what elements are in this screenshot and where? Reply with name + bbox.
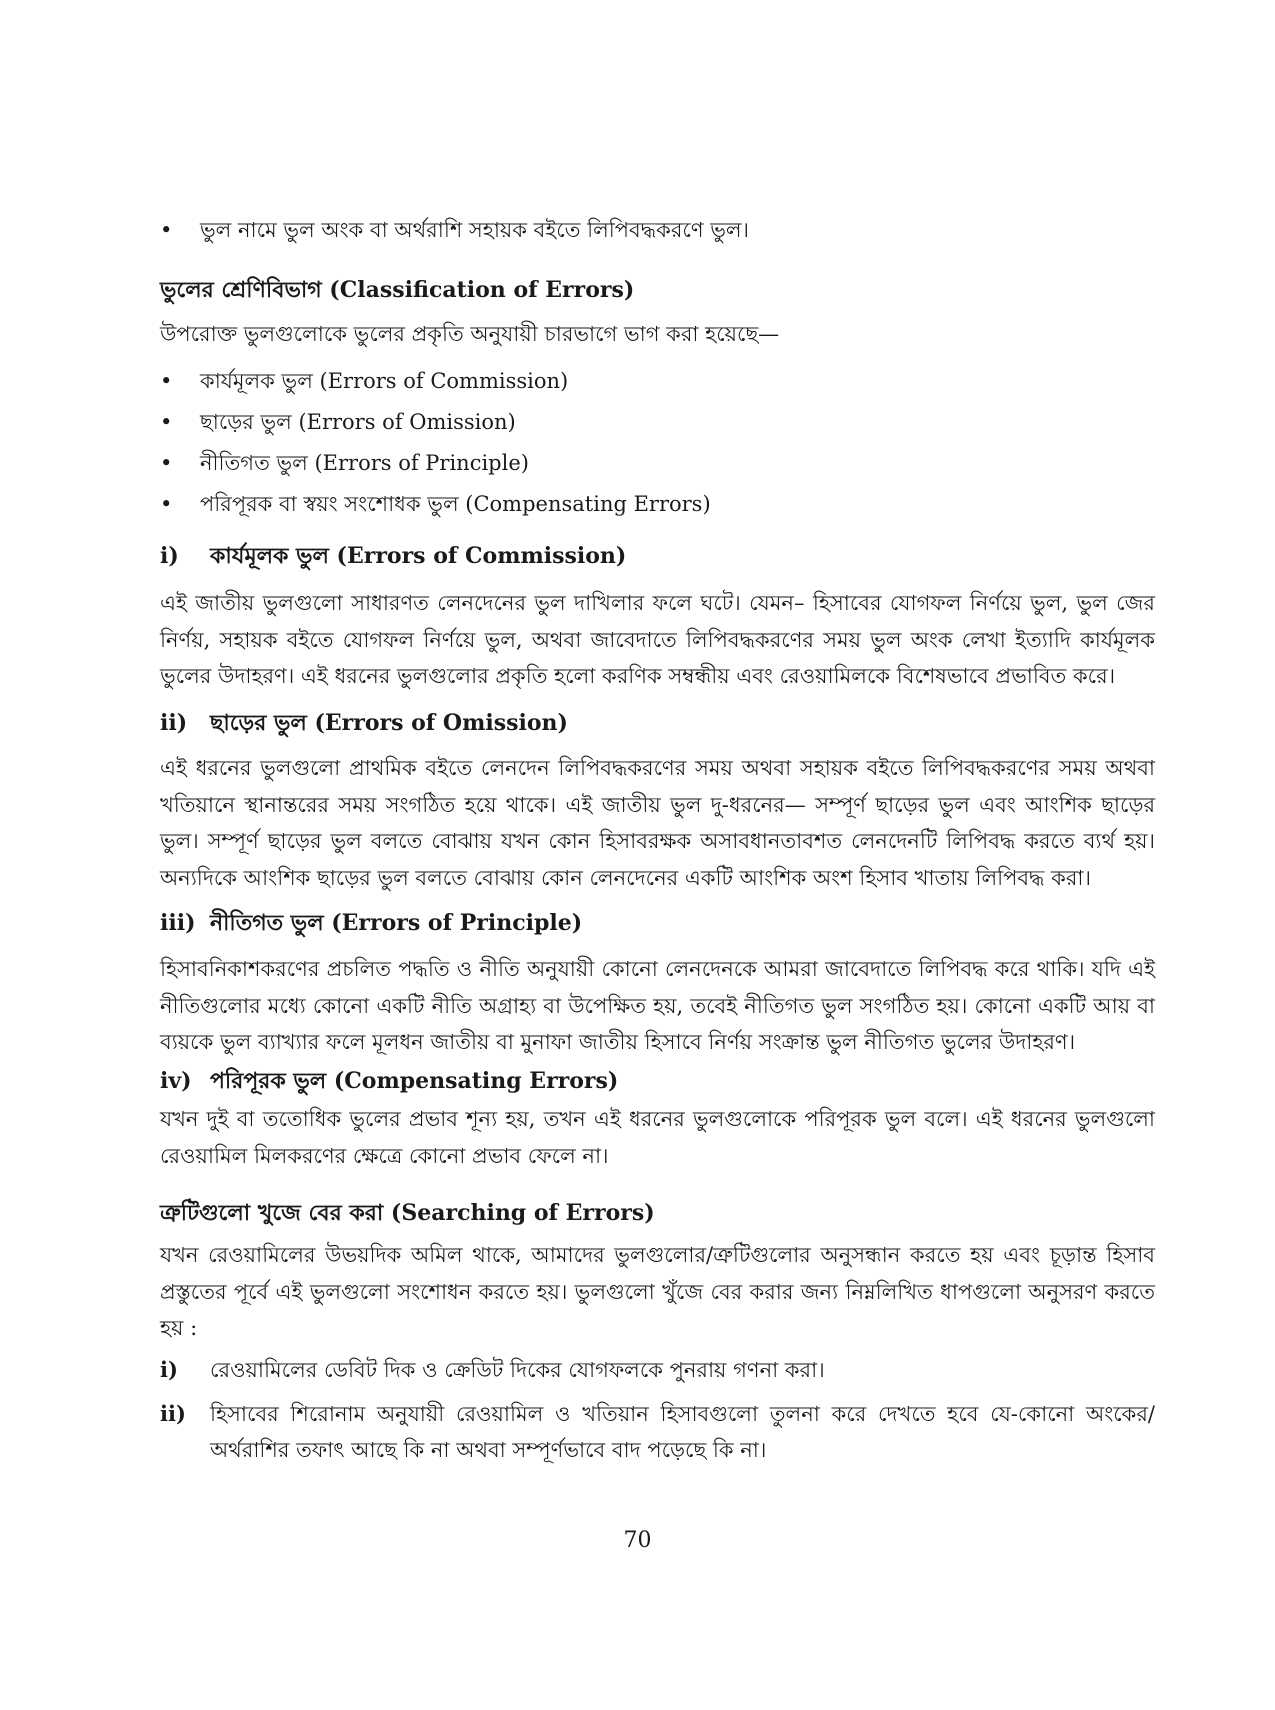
list-item: • পরিপূরক বা স্বয়ং সংশোধক ভুল (Compensating Errors) [160, 489, 711, 519]
subsection-heading-commission: i) কার্যমূলক ভুল (Errors of Commission) [160, 543, 627, 569]
list-item: • ছাড়ের ভুল (Errors of Omission) [160, 407, 516, 437]
list-item: i) রেওয়ামিলের ডেবিট দিক ও ক্রেডিট দিকের যোগফলকে পুনরায় গণনা করা। [160, 1357, 825, 1382]
subsection-heading-compensating: iv) পরিপূরক ভুল (Compensating Errors) [160, 1068, 619, 1094]
list-item: • কার্যমূলক ভুল (Errors of Commission) [160, 366, 568, 396]
bullet-icon: • [160, 451, 173, 475]
paragraph-searching: যখন রেওয়ামিলের উভয়দিক অমিল থাকে, আমাদের ভুলগুলোর/ত্রুটিগুলোর অনুসন্ধান করতে হয় এবং চূড়ান্ত হিসাব প্রস্তুতের পূর্বে এই ভুলগুলো সংশোধন করতে হয়। ভুলগুলো খুঁজে বের করার জন্য নিম্নলিখিত ধাপগুলো অনুসরণ করতে হয় : [160, 1243, 1155, 1340]
paragraph-compensating: যখন দুই বা ততোধিক ভুলের প্রভাব শূন্য হয়, তখন এই ধরনের ভুলগুলোকে পরিপূরক ভুল বলে। এই ধরনের ভুলগুলো রেওয়ামিল মিলকরণের ক্ষেত্রে কোনো প্রভাব ফেলে না। [160, 1107, 1155, 1168]
paragraph-commission: এই জাতীয় ভুলগুলো সাধারণত লেনদেনের ভুল দাখিলার ফলে ঘটে। যেমন– হিসাবের যোগফল নির্ণয়ে ভুল, ভুল জের নির্ণয়, সহায়ক বইতে যোগফল নির্ণয়ে ভুল, অথবা জাবেদাতে লিপিবদ্ধকরণের সময় ভুল অংক লেখা ইত্যাদি কার্যমূলক ভুলের উদাহরণ। এই ধরনের ভুলগুলোর প্রকৃতি হলো করণিক সম্বন্ধীয় এবং রেওয়ামিলকে বিশেষভাবে প্রভাবিত করে। [160, 591, 1155, 688]
bullet-icon: • [160, 492, 173, 516]
section-heading-searching: ত্রুটিগুলো খুজে বের করা (Searching of Errors) [160, 1200, 655, 1226]
list-item: • নীতিগত ভুল (Errors of Principle) [160, 448, 529, 478]
paragraph-omission: এই ধরনের ভুলগুলো প্রাথমিক বইতে লেনদেন লিপিবদ্ধকরণের সময় অথবা সহায়ক বইতে লিপিবদ্ধকরণের সময় অথবা খতিয়ানে স্থানান্তরের সময় সংগঠিত হয়ে থাকে। এই জাতীয় ভুল দু-ধরনের— সম্পূর্ণ ছাড়ের ভুল এবং আংশিক ছাড়ের ভুল। সম্পূর্ণ ছাড়ের ভুল বলতে বোঝায় যখন কোন হিসাবরক্ষক অসাবধানতাবশত লেনদেনটি লিপিবদ্ধ করতে ব্যর্থ হয়। অন্যদিকে আংশিক ছাড়ের ভুল বলতে বোঝায় কোন লেনদেনের একটি আংশিক অংশ হিসাব খাতায় লিপিবদ্ধ করা। [160, 756, 1155, 890]
list-item: ii) হিসাবের শিরোনাম অনুযায়ী রেওয়ামিল ও খতিয়ান হিসাবগুলো তুলনা করে দেখতে হবে যে-কোনো অংকের/অর্থরাশির তফাৎ আছে কি না অথবা সম্পূর্ণভাবে বাদ পড়েছে কি না। [160, 1401, 1155, 1462]
bullet-icon: • [160, 369, 173, 393]
paragraph-principle: হিসাবনিকাশকরণের প্রচলিত পদ্ধতি ও নীতি অনুযায়ী কোনো লেনদেনকে আমরা জাবেদাতে লিপিবদ্ধ করে থাকি। যদি এই নীতিগুলোর মধ্যে কোনো একটি নীতি অগ্রাহ্য বা উপেক্ষিত হয়, তবেই নীতিগত ভুল সংগঠিত হয়। কোনো একটি আয় বা ব্যয়কে ভুল ব্যাখ্যার ফলে মূলধন জাতীয় বা মুনাফা জাতীয় হিসাবে নির্ণয় সংক্রান্ত ভুল নীতিগত ভুলের উদাহরণ। [160, 957, 1156, 1054]
page-number: 70 [623, 1528, 652, 1553]
bullet-icon: • [160, 218, 173, 242]
classification-intro: উপরোক্ত ভুলগুলোকে ভুলের প্রকৃতি অনুযায়ী চারভাগে ভাগ করা হয়েছে— [160, 322, 780, 346]
bullet-icon: • [160, 410, 173, 434]
subsection-heading-omission: ii) ছাড়ের ভুল (Errors of Omission) [160, 710, 568, 736]
subsection-heading-principle: iii) নীতিগত ভুল (Errors of Principle) [160, 910, 583, 936]
list-item: • ভুল নামে ভুল অংক বা অর্থরাশি সহায়ক বইতে লিপিবদ্ধকরণে ভুল। [160, 215, 749, 245]
section-heading-classification: ভুলের শ্রেণিবিভাগ (Classification of Errors) [160, 277, 635, 303]
